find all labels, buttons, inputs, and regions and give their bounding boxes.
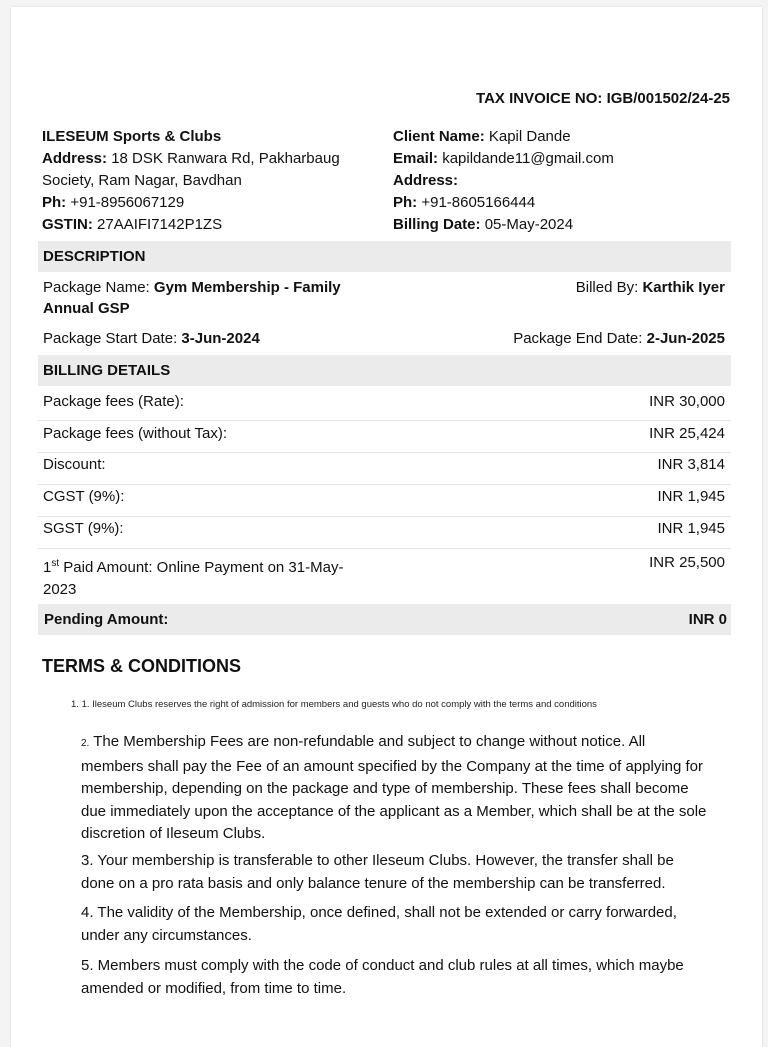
billing-row-value: INR 1,945 xyxy=(657,488,725,505)
billing-row-value: INR 1,945 xyxy=(657,520,725,537)
end-date: 2-Jun-2025 xyxy=(646,330,725,347)
terms-item-2-text: The Membership Fees are non-refundable and subject to change without notice. All members shall pay the Fee of an amount specified by the Company at the time of applying for membership, depending on the package and type of membership. These fees shall become due immediately upon the acceptance of the applicant as a Member, which shall be at the sole discretion of Ileseum Clubs. xyxy=(81,733,707,842)
row-divider xyxy=(38,484,731,485)
billing-row-label: CGST (9%): xyxy=(43,488,125,505)
billing-date: 05-May-2024 xyxy=(484,216,574,233)
billing-heading: BILLING DETAILS xyxy=(38,355,731,386)
client-phone-label: Ph: xyxy=(393,194,418,211)
terms-item-2-marker: 2. xyxy=(81,738,90,749)
paid-ordinal-suffix: st xyxy=(51,558,60,569)
description-heading: DESCRIPTION xyxy=(38,241,731,272)
company-name: ILESEUM Sports & Clubs xyxy=(42,128,222,145)
package-name-line2: Annual GSP xyxy=(43,300,130,317)
client-name-label: Client Name: xyxy=(393,128,485,145)
client-phone: +91-8605166444 xyxy=(421,194,536,211)
start-date: 3-Jun-2024 xyxy=(181,330,260,347)
billing-row-label: Package fees (Rate): xyxy=(43,393,184,410)
billing-row-label: Package fees (without Tax): xyxy=(43,425,227,442)
company-phone-label: Ph: xyxy=(42,194,67,211)
terms-heading: TERMS & CONDITIONS xyxy=(42,656,242,676)
invoice-sheet xyxy=(11,7,762,1047)
terms-item-3: 3. Your membership is transferable to other Ileseum Clubs. However, the transfer shall be done on a pro rata basis and only balance tenure of the membership can be transferred. xyxy=(81,852,674,892)
paid-label-line2: 2023 xyxy=(43,581,77,598)
pending-amount-row xyxy=(38,604,731,635)
pending-amount: INR 0 xyxy=(688,611,727,628)
start-date-label: Package Start Date: xyxy=(43,330,178,347)
client-email: kapildande11@gmail.com xyxy=(442,150,614,167)
package-name-line1: Gym Membership - Family xyxy=(153,279,341,296)
company-gstin: 27AAIFI7142P1ZS xyxy=(97,216,223,233)
billing-row-label: Discount: xyxy=(43,456,106,473)
client-info xyxy=(393,126,723,236)
company-address-line1: 18 DSK Ranwara Rd, Pakharbaug xyxy=(111,150,340,167)
row-divider xyxy=(38,420,731,421)
company-info xyxy=(42,126,372,236)
billing-row-value: INR 30,000 xyxy=(649,393,725,410)
billed-by: Karthik Iyer xyxy=(642,279,725,296)
package-name-label: Package Name: xyxy=(43,279,150,296)
terms-item-5: 5. Members must comply with the code of conduct and club rules at all times, which maybe amended or modified, from time to time. xyxy=(81,957,684,997)
terms-item-1-text: 1. Ileseum Clubs reserves the right of admission for members and guests who do not comply with the terms and conditions xyxy=(81,699,597,710)
client-address-label: Address: xyxy=(393,172,459,189)
row-divider xyxy=(38,548,731,549)
end-date-label: Package End Date: xyxy=(513,330,643,347)
company-address-label: Address: xyxy=(42,150,108,167)
company-address-line2: Society, Ram Nagar, Bavdhan xyxy=(42,172,242,189)
billing-date-label: Billing Date: xyxy=(393,216,481,233)
billing-row-value: INR 25,424 xyxy=(649,425,725,442)
billing-row-label: SGST (9%): xyxy=(43,520,124,537)
terms-item-1-marker: 1. xyxy=(71,699,79,710)
pending-label: Pending Amount: xyxy=(44,611,169,628)
row-divider xyxy=(38,516,731,517)
terms-item-2 xyxy=(81,731,711,846)
billing-row-value: INR 3,814 xyxy=(657,456,725,473)
company-phone: +91-8956067129 xyxy=(70,194,185,211)
paid-label-line1: Paid Amount: Online Payment on 31-May- xyxy=(59,559,344,576)
paid-ordinal: 1 xyxy=(43,559,52,576)
terms-item-4: 4. The validity of the Membership, once defined, shall not be extended or carry forwarded, under any circumstances. xyxy=(81,904,677,944)
company-gstin-label: GSTIN: xyxy=(42,216,93,233)
paid-amount: INR 25,500 xyxy=(649,554,725,571)
billed-by-label: Billed By: xyxy=(575,279,639,296)
terms-item-1 xyxy=(71,699,597,710)
row-divider xyxy=(38,452,731,453)
client-email-label: Email: xyxy=(393,150,439,167)
client-name: Kapil Dande xyxy=(488,128,571,145)
invoice-number: TAX INVOICE NO: IGB/001502/24-25 xyxy=(476,90,730,107)
